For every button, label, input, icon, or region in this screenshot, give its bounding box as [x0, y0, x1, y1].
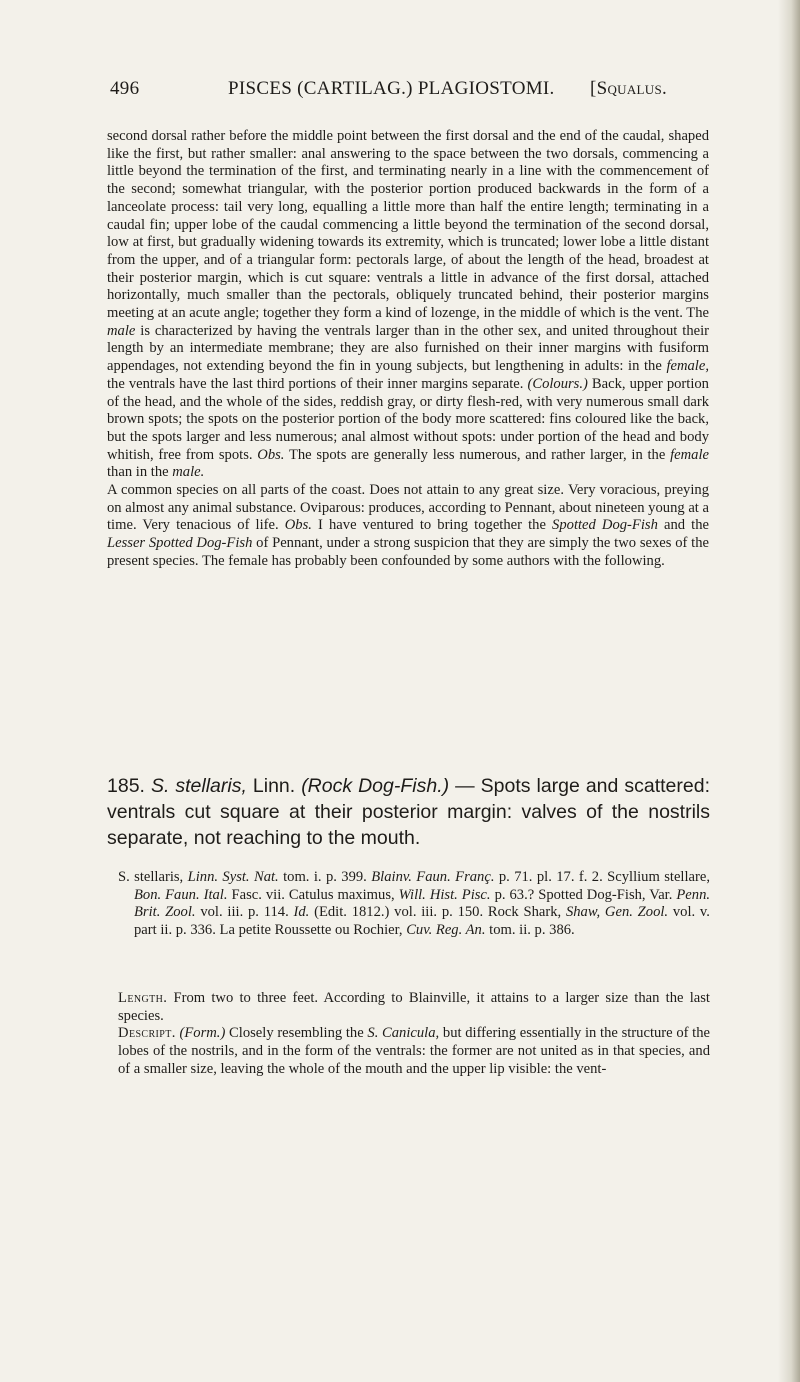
species-number: 185.	[107, 775, 145, 797]
length-label: Length.	[118, 990, 168, 1006]
notes-block	[118, 990, 710, 1079]
page-number: 496	[110, 78, 140, 99]
length-text: From two to three feet. According to Blainville, it attains to a larger size than the last species.	[118, 990, 710, 1024]
species-heading	[107, 773, 710, 851]
running-genus: [Squalus.	[590, 78, 668, 99]
page-edge-shadow	[778, 0, 800, 1382]
form-label: (Form.)	[179, 1025, 226, 1042]
descript-label: Descript.	[118, 1025, 176, 1042]
species-diagnosis: — Spots large and scattered: ventrals cut square at their posterior margin: valves of the nostrils separate, not reaching to the mouth.	[107, 775, 710, 849]
species-name: S. stellaris,	[150, 775, 247, 797]
synonymy-entries: S. stellaris, Linn. Syst. Nat. tom. i. p. 399. Blainv. Faun. Franç. p. 71. pl. 17. f. 2. Scyllium stellare, Bon. Faun. Ital. Fasc. vii. Catulus maximus, Will. Hist. Pisc. p. 63.? Spotted Dog-Fish, Var. Penn. Brit. Zool. vol. iii. p. 114. Id. (Edit. 1812.) vol. iii. p. 150. Rock Shark, Shaw, Gen. Zool. vol. v. part ii. p. 336. La petite Roussette ou Rochier, Cuv. Reg. An. tom. ii. p. 386.	[118, 869, 711, 939]
running-title: PISCES (CARTILAG.) PLAGIOSTOMI.	[228, 78, 555, 99]
synonymy-block	[118, 869, 710, 940]
running-head	[110, 78, 700, 104]
paragraph-description: second dorsal rather before the middle point between the first dorsal and the end of the caudal, shaped like the first, but rather smaller: anal answering to the space between the two dorsals, commencing a little beyond the termination of the first, and terminating nearly in a line with the commencement of the second; somewhat triangular, with the posterior portion produced backwards in the form of a lanceolate process: tail very long, equalling a little more than half the entire length; terminating in a caudal fin; upper lobe of the caudal commencing a little beyond the termination of the second dorsal, low at first, but gradually widening towards its extremity, which is truncated; lower lobe a little distant from the upper, and of a triangular form: pectorals large, of about the length of the head, broadest at their posterior margin, which is cut square: ventrals a little in advance of the first dorsal, attached horizontally, much smaller than the pectorals, obliquely truncated behind, their posterior margins meeting at an acute angle; together they form a kind of lozenge, in the middle of which is the vent. The male is characterized by having the ventrals larger than in the other sex, and united throughout their length by an intermediate membrane; they are also furnished on their inner margins with fusiform appendages, not extending beyond the fin in young subjects, but lengthening in adults: in the female, the ventrals have the last third portions of their inner margins separate. (Colours.) Back, upper portion of the head, and the whole of the sides, reddish gray, or dirty flesh-red, with very numerous small dark brown spots; the spots on the posterior portion of the body more scattered: fins coloured like the back, but the spots larger and less numerous; anal almost without spots: under portion of the head and body whitish, free from spots. Obs. The spots are generally less numerous, and rather larger, in the female than in the male.	[107, 128, 710, 481]
main-text	[107, 128, 709, 571]
length-note	[118, 990, 710, 1025]
species-authority: Linn.	[252, 775, 296, 797]
description-note: Descript. (Form.) Closely resembling the S. Canicula, but differing essentially in the structure of the lobes of the nostrils, and in the form of the ventrals: the former are not united as in that species, and of a smaller size, leaving the whole of the mouth and the upper lip visible: the vent-	[118, 1025, 710, 1077]
species-common-name: (Rock Dog-Fish.)	[301, 775, 450, 797]
paragraph-habits: A common species on all parts of the coast. Does not attain to any great size. Very voracious, preying on almost any animal substance. Oviparous: produces, according to Pennant, about nineteen young at a time. Very tenacious of life. Obs. I have ventured to bring together the Spotted Dog-Fish and the Lesser Spotted Dog-Fish of Pennant, under a strong suspicion that they are simply the two sexes of the present species. The female has probably been confounded by some authors with the following.	[107, 482, 709, 569]
